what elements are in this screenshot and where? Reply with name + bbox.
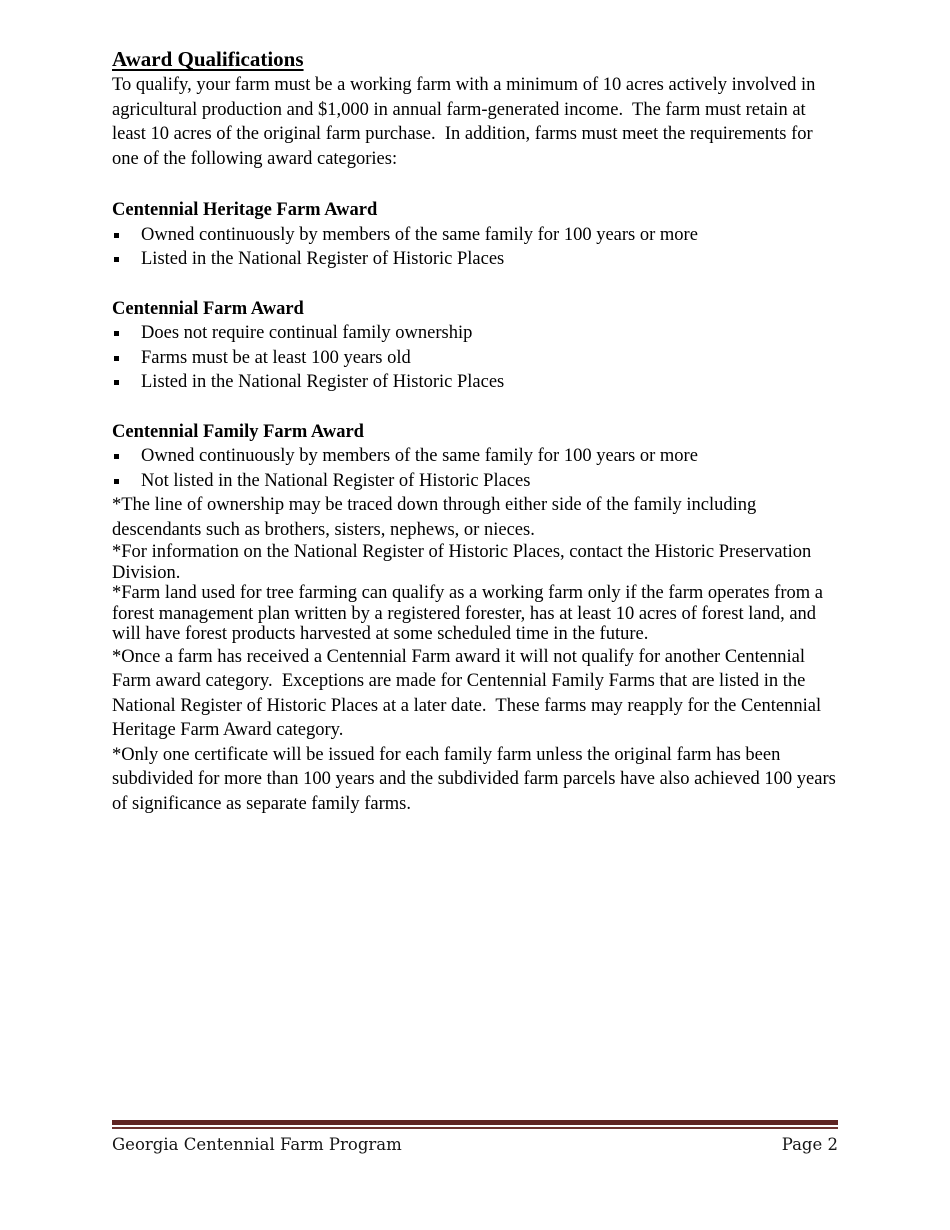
bullet-text: Not listed in the National Register of Historic Places (141, 470, 531, 491)
page-title: Award Qualifications (112, 47, 304, 71)
bullet-text: Does not require continual family ownership (141, 323, 473, 343)
bullet-text: Owned continuously by members of the same family for 100 years or more (141, 446, 698, 466)
footer-rule-thick (112, 1120, 838, 1125)
list-item (112, 247, 838, 272)
list-item (112, 223, 838, 248)
intro-paragraph: To qualify, your farm must be a working farm with a minimum of 10 acres actively involved in agricultural production and $1,000 in annual farm-generated income. The farm must retain at least 10 acres of the original farm purchase. In addition, farms must meet the requirements for one of the following award categories: (112, 75, 821, 169)
bullet-square-icon (114, 331, 119, 336)
list-item (112, 370, 838, 395)
footer-program-name: Georgia Centennial Farm Program (112, 1135, 402, 1154)
centennial-farm-bullet-list (112, 321, 838, 395)
bullet-square-icon (114, 257, 119, 262)
note-national-register-info: *For information on the National Register of Historic Places, contact the Historic Preservation Division. (112, 542, 816, 583)
note-single-certificate: *Only one certificate will be issued for each family farm unless the original farm has been subdivided for more than 100 years and the subdivided farm parcels have also achieved 100 years of significance as separate family farms. (112, 744, 841, 814)
bullet-text: Farms must be at least 100 years old (141, 347, 411, 368)
section-heading-family-farm: Centennial Family Farm Award (112, 421, 364, 442)
heritage-farm-bullet-list (112, 223, 838, 272)
document-body (112, 46, 841, 816)
section-heading-centennial-farm: Centennial Farm Award (112, 298, 304, 319)
footer-text-row (112, 1134, 838, 1156)
note-ownership-line: *The line of ownership may be traced down through either side of the family including descendants such as brothers, sisters, nephews, or nieces. (112, 495, 761, 540)
bullet-square-icon (114, 454, 119, 459)
list-item (112, 469, 838, 494)
footer-page-number: Page 2 (781, 1135, 838, 1154)
note-award-exclusivity: *Once a farm has received a Centennial Farm award it will not qualify for another Centennial Farm award category. Exceptions are made for Centennial Family Farms that are listed in the National Register of Historic Places at a later date. These farms may reapply for the Centennial Heritage Farm Award category. (112, 646, 826, 740)
bullet-square-icon (114, 233, 119, 238)
bullet-square-icon (114, 380, 119, 385)
list-item (112, 444, 838, 469)
section-heading-heritage-farm: Centennial Heritage Farm Award (112, 200, 378, 220)
bullet-text: Owned continuously by members of the same family for 100 years or more (141, 224, 698, 245)
bullet-square-icon (114, 479, 119, 484)
list-item (112, 346, 838, 371)
note-tree-farming: *Farm land used for tree farming can qualify as a working farm only if the farm operates from a forest management plan written by a registered forester, has at least 10 acres of forest land, and will have forest products harvested at some scheduled time in the future. (112, 583, 828, 644)
family-farm-bullet-list (112, 444, 838, 493)
bullet-square-icon (114, 356, 119, 361)
bullet-text: Listed in the National Register of Historic Places (141, 249, 505, 269)
list-item (112, 321, 838, 346)
bullet-text: Listed in the National Register of Historic Places (141, 372, 505, 392)
footer-rule-thin (112, 1127, 838, 1129)
page-footer (112, 1120, 838, 1156)
